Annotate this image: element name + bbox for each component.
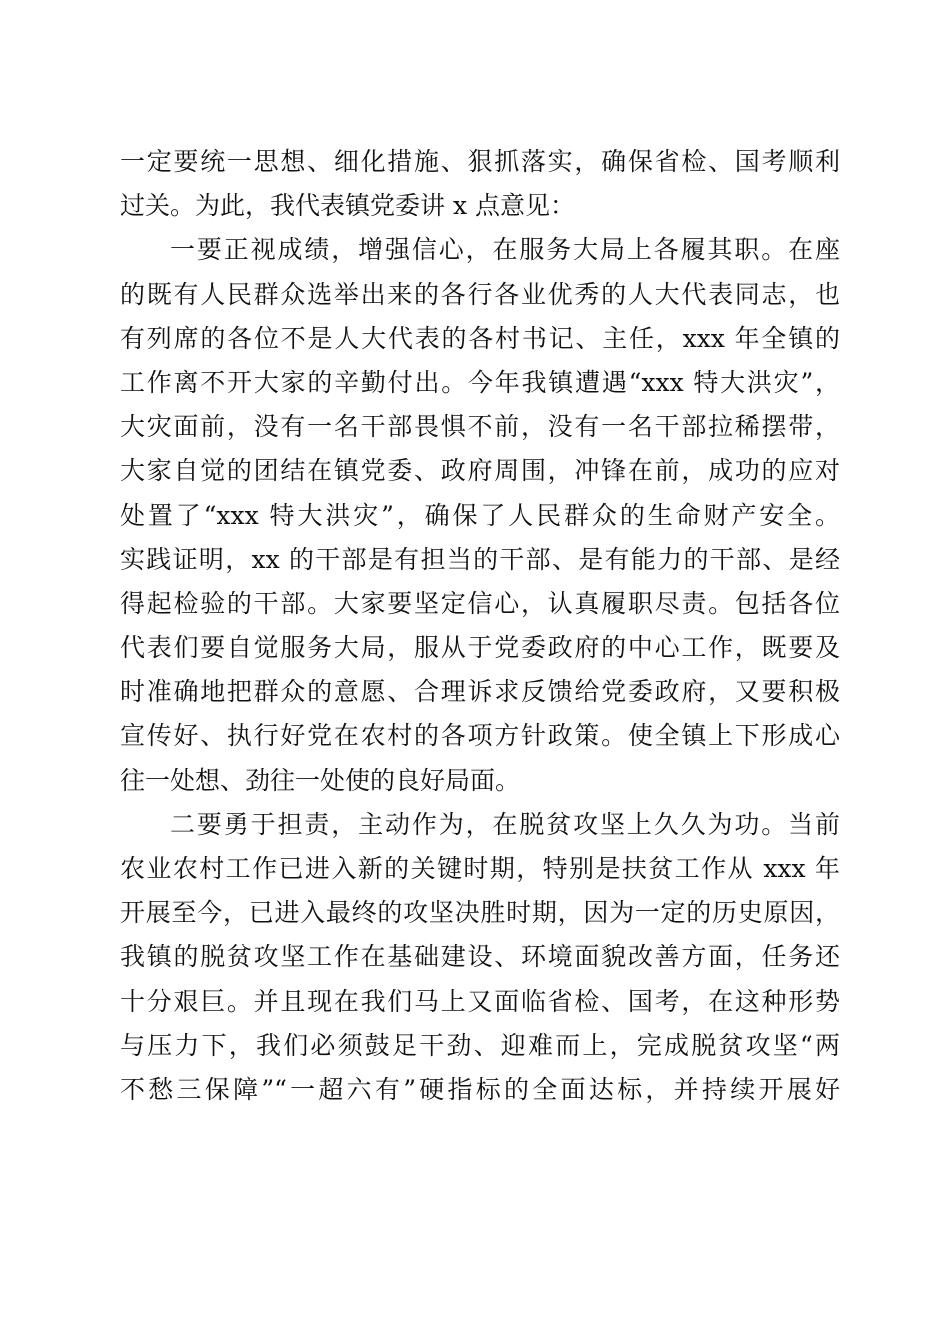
paragraph-point-two <box>120 803 840 1112</box>
document-body <box>120 140 840 1112</box>
text-line: 宣传好、执行好党在农村的各项方针政策。使全镇上下形成心 <box>120 721 840 751</box>
text-line: 与压力下，我们必须鼓足干劲、迎难而上，完成脱贫攻坚“两 <box>120 1030 840 1060</box>
text-line: 有列席的各位不是人大代表的各村书记、主任，xxx 年全镇的 <box>120 323 840 353</box>
text-line: 实践证明，xx 的干部是有担当的干部、是有能力的干部、是经 <box>120 544 840 574</box>
text-line: 时准确地把群众的意愿、合理诉求反馈给党委政府，又要积极 <box>120 677 840 707</box>
text-line: 开展至今，已进入最终的攻坚决胜时期，因为一定的历史原因， <box>120 898 840 928</box>
paragraph-intro <box>120 140 840 228</box>
text-line: 工作离不开大家的辛勤付出。今年我镇遭遇“xxx 特大洪灾”， <box>120 367 840 397</box>
text-line: 我镇的脱贫攻坚工作在基础建设、环境面貌改善方面，任务还 <box>120 942 840 972</box>
text-line: 十分艰巨。并且现在我们马上又面临省检、国考，在这种形势 <box>120 986 840 1016</box>
paragraph-point-one <box>120 228 840 802</box>
text-line: 农业农村工作已进入新的关键时期，特别是扶贫工作从 xxx 年 <box>120 854 840 883</box>
text-line: 处置了“xxx 特大洪灾”，确保了人民群众的生命财产安全。 <box>120 500 840 530</box>
text-line: 大家自觉的团结在镇党委、政府周围，冲锋在前，成功的应对 <box>120 456 840 486</box>
text-line: 一定要统一思想、细化措施、狠抓落实，确保省检、国考顺利 <box>120 147 840 176</box>
text-line: 二要勇于担责，主动作为，在脱贫攻坚上久久为功。当前 <box>170 809 840 839</box>
text-line: 不愁三保障”“一超六有”硬指标的全面达标，并持续开展好 <box>120 1074 840 1104</box>
text-line: 代表们要自觉服务大局，服从于党委政府的中心工作，既要及 <box>120 633 840 663</box>
text-line: 往一处想、劲往一处使的良好局面。 <box>120 765 521 795</box>
text-line: 的既有人民群众选举出来的各行各业优秀的人大代表同志，也 <box>120 279 840 309</box>
text-line: 过关。为此，我代表镇党委讲 x 点意见： <box>120 191 575 221</box>
text-line: 得起检验的干部。大家要坚定信心，认真履职尽责。包括各位 <box>120 588 840 618</box>
text-line: 一要正视成绩，增强信心，在服务大局上各履其职。在座 <box>170 235 840 265</box>
text-line: 大灾面前，没有一名干部畏惧不前，没有一名干部拉稀摆带， <box>120 412 840 442</box>
